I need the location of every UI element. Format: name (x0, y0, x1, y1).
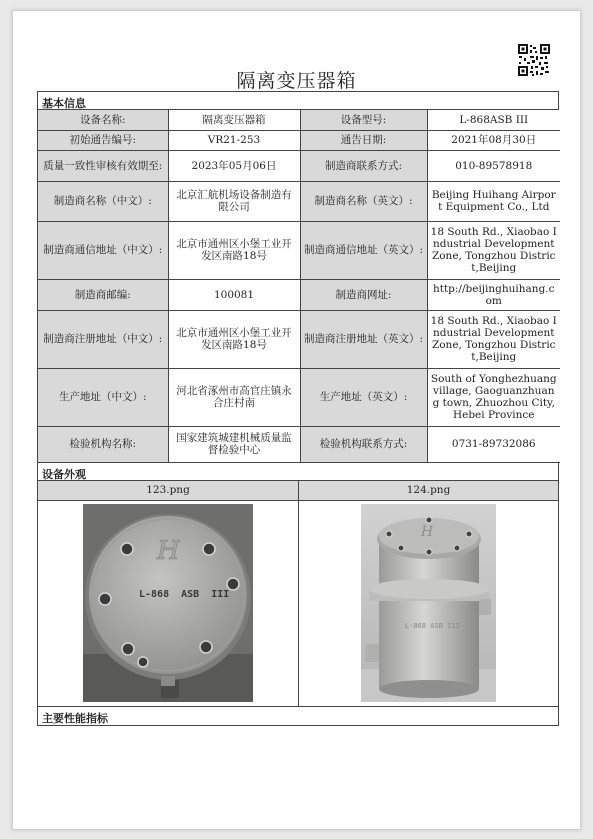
nameplate-text: L-868 ASB III (139, 589, 230, 600)
field-value: 北京汇航机场设备制造有限公司 (168, 181, 300, 221)
field-label: 制造商注册地址（英文）: (300, 310, 427, 368)
field-label: 制造商名称（中文）: (38, 181, 168, 221)
table-row (38, 310, 560, 368)
section-basic-info: 基本信息 (38, 92, 558, 110)
field-label: 初始通告编号: (38, 130, 168, 150)
table-row (38, 221, 560, 279)
field-label: 检验机构名称: (38, 426, 168, 462)
table-row (38, 368, 560, 426)
image-cell (298, 481, 558, 706)
field-label: 生产地址（英文）: (300, 368, 427, 426)
record-sheet (37, 91, 559, 726)
field-label: 质量一致性审核有效期至: (38, 150, 168, 181)
table-row (38, 130, 560, 150)
field-label: 制造商联系方式: (300, 150, 427, 181)
basic-info-table (38, 110, 560, 463)
field-value: VR21-253 (168, 130, 300, 150)
section-appearance: 设备外观 (38, 463, 558, 481)
section-performance: 主要性能指标 (42, 711, 108, 725)
field-value: 100081 (168, 279, 300, 310)
image-cell (38, 481, 298, 706)
field-value: L-868ASB III (427, 110, 560, 130)
table-row (38, 181, 560, 221)
field-value: 国家建筑城建机械质量监督检验中心 (168, 426, 300, 462)
field-value: 北京市通州区小堡工业开发区南路18号 (168, 310, 300, 368)
nameplate-text: L-868 ASB III (405, 622, 460, 630)
appearance-images (38, 481, 558, 707)
field-value: 18 South Rd., Xiaobao Industrial Development Zone, Tongzhou District,Beijing (427, 310, 560, 368)
field-label: 设备名称: (38, 110, 168, 130)
image-caption: 124.png (299, 481, 558, 501)
table-row (38, 279, 560, 310)
field-value: 隔离变压器箱 (168, 110, 300, 130)
table-row (38, 110, 560, 130)
field-value: 北京市通州区小堡工业开发区南路18号 (168, 221, 300, 279)
field-label: 制造商注册地址（中文）: (38, 310, 168, 368)
field-label: 制造商邮编: (38, 279, 168, 310)
field-value: http://beijinghuihang.com (427, 279, 560, 310)
field-value: 2023年05月06日 (168, 150, 300, 181)
field-label: 通告日期: (300, 130, 427, 150)
field-value: 河北省涿州市高官庄镇永合庄村南 (168, 368, 300, 426)
field-value: 18 South Rd., Xiaobao Industrial Development Zone, Tongzhou District,Beijing (427, 221, 560, 279)
field-label: 制造商网址: (300, 279, 427, 310)
field-value: South of Yonghezhuang village, Gaoguanzhuang town, Zhuozhou City, Hebei Province (427, 368, 560, 426)
document-page (12, 10, 581, 830)
field-label: 生产地址（中文）: (38, 368, 168, 426)
field-label: 检验机构联系方式: (300, 426, 427, 462)
transformer-box-side-photo (361, 504, 496, 702)
table-row (38, 426, 560, 462)
transformer-box-top-photo (83, 504, 253, 702)
document-title: 隔离变压器箱 (236, 70, 357, 92)
field-label: 制造商名称（英文）: (300, 181, 427, 221)
logo-mark: H (421, 524, 434, 540)
logo-mark: H (157, 536, 180, 566)
field-value: 010-89578918 (427, 150, 560, 181)
image-caption: 123.png (38, 481, 298, 501)
field-label: 制造商通信地址（中文）: (38, 221, 168, 279)
field-value: Beijing Huihang Airport Equipment Co., Ltd (427, 181, 560, 221)
field-value: 2021年08月30日 (427, 130, 560, 150)
field-label: 设备型号: (300, 110, 427, 130)
table-row (38, 150, 560, 181)
field-value: 0731-89732086 (427, 426, 560, 462)
field-label: 制造商通信地址（英文）: (300, 221, 427, 279)
